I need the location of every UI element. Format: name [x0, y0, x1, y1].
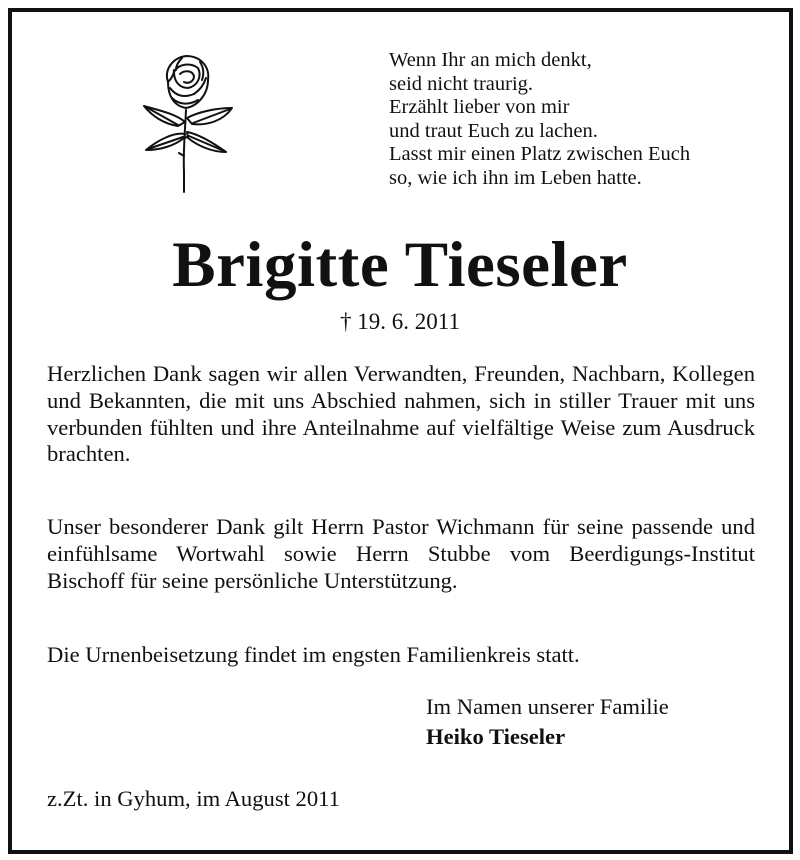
poem-line: seid nicht traurig. — [389, 72, 534, 95]
poem-line: Erzählt lieber von mir — [389, 96, 570, 118]
deceased-name: Brigitte Tieseler — [172, 229, 628, 301]
poem-line: Wenn Ihr an mich denkt, — [389, 49, 592, 71]
poem-line: Lasst mir einen Platz zwischen Euch — [389, 143, 691, 165]
signoff-block — [426, 692, 669, 752]
poem-block — [389, 49, 769, 190]
place-and-date: z.Zt. in Gyhum, im August 2011 — [47, 786, 340, 811]
poem-line: so, wie ich ihn im Leben hatte. — [389, 166, 642, 189]
thanks-paragraph: Herzlichen Dank sagen wir allen Verwandten, Freunden, Nachbarn, Kollegen und Bekannten, die mit uns Abschied nahmen, sich in stiller Trauer mit uns verbunden fühlten und ihre Anteilnahme auf vielfältige Weise zum Ausdruck brachten. — [47, 361, 755, 467]
signoff-line: Im Namen unserer Familie — [426, 694, 669, 719]
burial-notice-paragraph: Die Urnenbeisetzung findet im engsten Familienkreis statt. — [47, 642, 580, 667]
special-thanks-paragraph: Unser besonderer Dank gilt Herrn Pastor Wichmann für seine passende und einfühlsame Wortwahl sowie Herrn Stubbe vom Beerdigungs-Institut Bischoff für seine persönliche Unterstützung. — [47, 514, 755, 593]
rose-icon — [138, 52, 236, 200]
poem-line: und traut Euch zu lachen. — [389, 119, 598, 142]
signer-name: Heiko Tieseler — [426, 724, 566, 749]
death-date: † 19. 6. 2011 — [340, 309, 460, 334]
